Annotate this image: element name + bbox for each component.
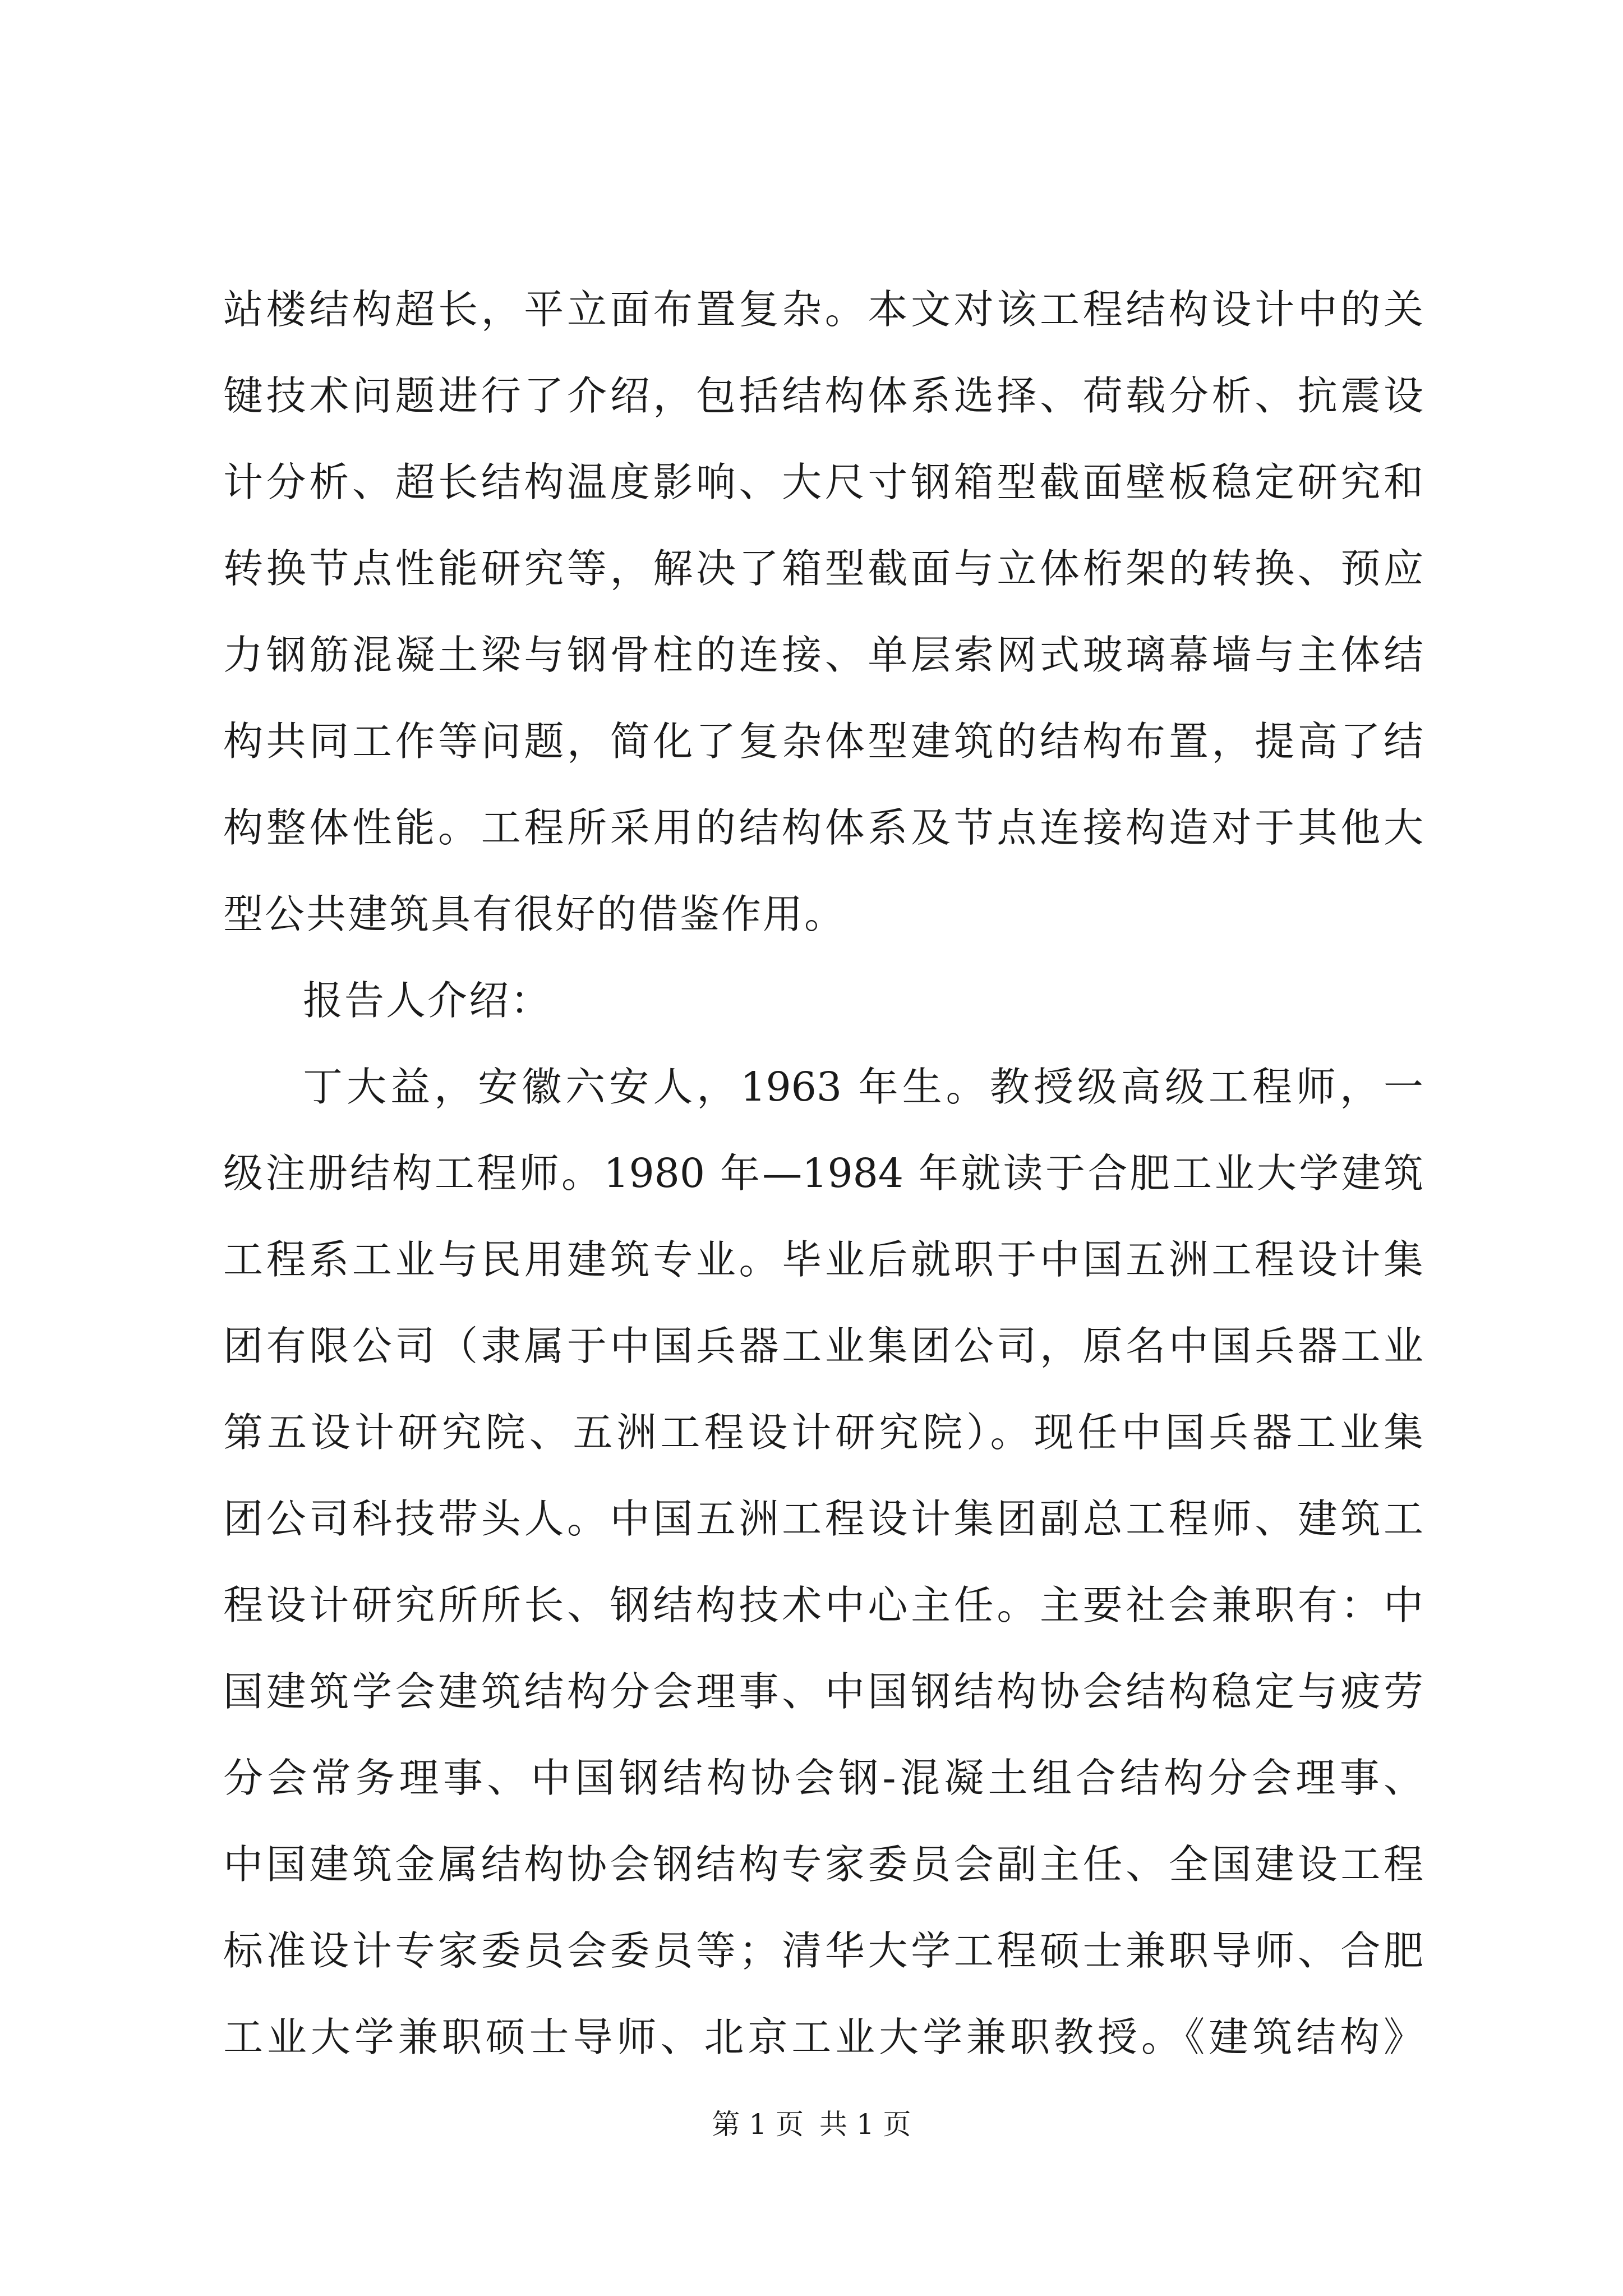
- paragraph-line: 标准设计专家委员会委员等；清华大学工程硕士兼职导师、合肥: [223, 1927, 1423, 1974]
- page-footer: [0, 2105, 1623, 2144]
- paragraph-line: 程设计研究所所长、钢结构技术中心主任。主要社会兼职有：中: [223, 1582, 1423, 1628]
- paragraph-line: 构共同工作等问题，简化了复杂体型建筑的结构布置，提高了结: [223, 718, 1423, 765]
- page-number: 第 1 页: [712, 2108, 804, 2141]
- paragraph-line: 中国建筑金属结构协会钢结构专家委员会副主任、全国建设工程: [223, 1841, 1423, 1888]
- paragraph-line: 团公司科技带头人。中国五洲工程设计集团副总工程师、建筑工: [223, 1496, 1423, 1542]
- paragraph-line: 分会常务理事、中国钢结构协会钢-混凝土组合结构分会理事、: [223, 1755, 1423, 1801]
- paragraph-line: 键技术问题进行了介绍，包括结构体系选择、荷载分析、抗震设: [223, 372, 1423, 419]
- paragraph-line: 构整体性能。工程所采用的结构体系及节点连接构造对于其他大: [223, 804, 1423, 851]
- document-body: [223, 266, 1423, 2081]
- page-total: 共 1 页: [819, 2108, 911, 2141]
- paragraph-line: 第五设计研究院、五洲工程设计研究院）。现任中国兵器工业集: [223, 1409, 1423, 1456]
- paragraph-line: 丁大益，安徽六安人，1963 年生。教授级高级工程师，一: [303, 1064, 1423, 1110]
- paragraph-line: 站楼结构超长，平立面布置复杂。本文对该工程结构设计中的关: [223, 286, 1423, 333]
- paragraph-line: 型公共建筑具有很好的借鉴作用。: [223, 891, 846, 937]
- paragraph-line: 团有限公司（隶属于中国兵器工业集团公司，原名中国兵器工业: [223, 1323, 1423, 1369]
- paragraph-line: 力钢筋混凝土梁与钢骨柱的连接、单层索网式玻璃幕墙与主体结: [223, 632, 1423, 678]
- paragraph-line: 国建筑学会建筑结构分会理事、中国钢结构协会结构稳定与疲劳: [223, 1668, 1423, 1715]
- paragraph-line: 转换节点性能研究等，解决了箱型截面与立体桁架的转换、预应: [223, 545, 1423, 592]
- section-heading: 报告人介绍：: [303, 977, 552, 1024]
- paragraph-line: 级注册结构工程师。1980 年—1984 年就读于合肥工业大学建筑: [223, 1150, 1423, 1197]
- paragraph-line: 工程系工业与民用建筑专业。毕业后就职于中国五洲工程设计集: [223, 1236, 1423, 1283]
- paragraph-line: 计分析、超长结构温度影响、大尺寸钢箱型截面壁板稳定研究和: [223, 459, 1423, 505]
- paragraph-line: 工业大学兼职硕士导师、北京工业大学兼职教授。《建筑结构》: [223, 2014, 1423, 2060]
